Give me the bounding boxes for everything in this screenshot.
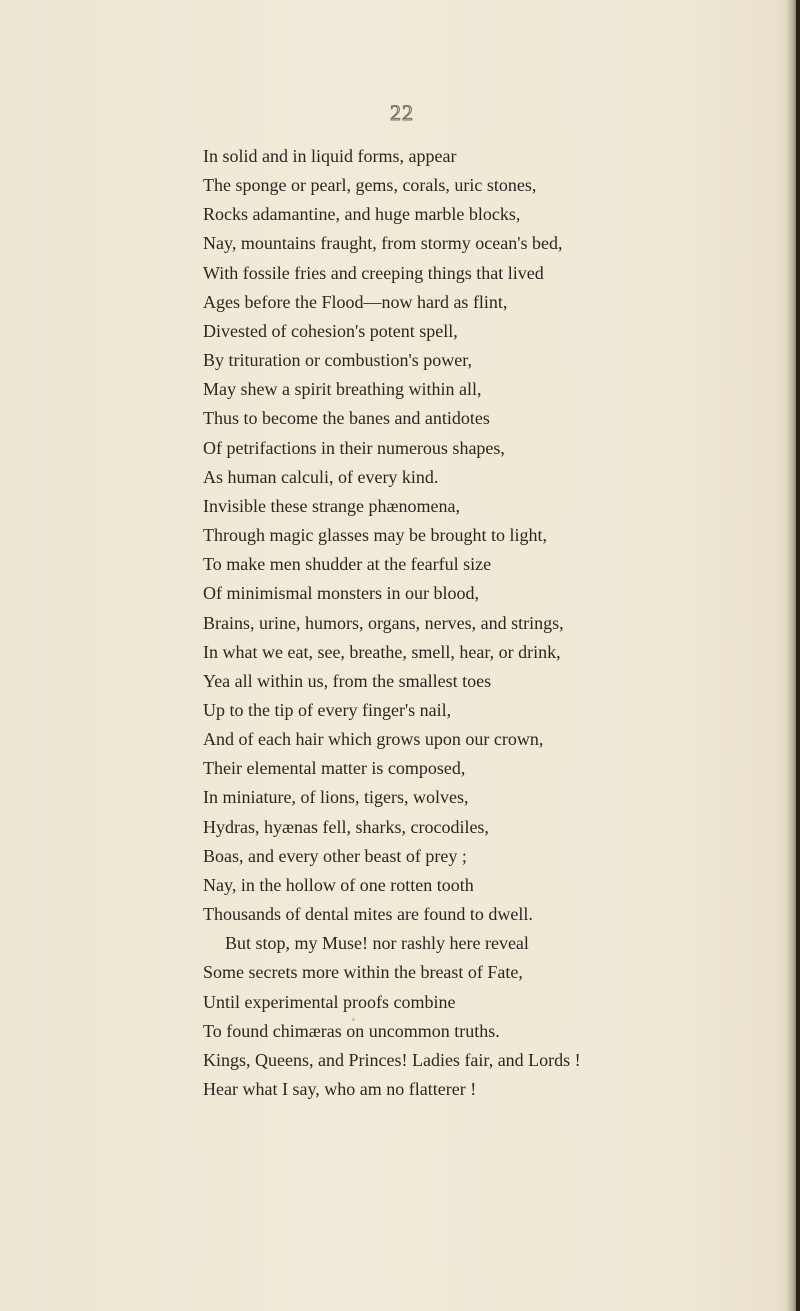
poem-line: Hydras, hyænas fell, sharks, crocodiles, — [203, 816, 489, 837]
poem-line: Hear what I say, who am no flatterer ! — [203, 1079, 477, 1099]
poem-line: Boas, and every other beast of prey ; — [203, 845, 467, 866]
poem-line: Thus to become the banes and antidotes — [203, 408, 490, 429]
poem-line: Up to the tip of every finger's nail, — [203, 699, 452, 720]
poem-text — [203, 142, 793, 1104]
poem-line: To found chimæras on uncommon truths. — [203, 1020, 500, 1041]
poem-line: Of petrifactions in their numerous shapes, — [203, 437, 505, 458]
poem-line: Of minimismal monsters in our blood, — [203, 583, 479, 604]
poem-line: May shew a spirit breathing within all, — [203, 379, 482, 400]
poem-line: As human calculi, of every kind. — [203, 466, 439, 487]
poem-line: Rocks adamantine, and huge marble blocks, — [203, 204, 521, 225]
poem-line: The sponge or pearl, gems, corals, uric stones, — [203, 175, 537, 196]
poem-line: Through magic glasses may be brought to light, — [203, 525, 547, 546]
poem-line: Their elemental matter is composed, — [203, 758, 466, 779]
poem-line: Ages before the Flood—now hard as flint, — [203, 291, 508, 312]
poem-line: Yea all within us, from the smallest toes — [203, 670, 492, 691]
poem-line: In what we eat, see, breathe, smell, hear, or drink, — [203, 641, 561, 662]
poem-line: Nay, in the hollow of one rotten tooth — [203, 874, 474, 895]
poem-line: Brains, urine, humors, organs, nerves, and strings, — [203, 612, 564, 633]
poem-line: And of each hair which grows upon our crown, — [203, 729, 544, 750]
poem-line: To make men shudder at the fearful size — [203, 554, 492, 575]
poem-line: In solid and in liquid forms, appear — [203, 146, 457, 166]
poem-line: Kings, Queens, and Princes! Ladies fair, and Lords ! — [203, 1049, 581, 1070]
poem-line: Some secrets more within the breast of Fate, — [203, 962, 523, 983]
poem-line: Until experimental proofs combine — [203, 991, 456, 1012]
poem-line: Thousands of dental mites are found to dwell. — [203, 904, 533, 925]
poem-line: Nay, mountains fraught, from stormy ocean's bed, — [203, 233, 563, 254]
poem-line: Invisible these strange phænomena, — [203, 495, 460, 516]
poem-line: By trituration or combustion's power, — [203, 350, 472, 371]
poem-line: With fossile fries and creeping things that lived — [203, 262, 544, 283]
page-number: 22 — [390, 100, 414, 125]
poem-line: Divested of cohesion's potent spell, — [203, 320, 458, 341]
page-edge — [796, 0, 800, 1311]
poem-line: In miniature, of lions, tigers, wolves, — [203, 787, 469, 808]
poem-line: But stop, my Muse! nor rashly here reveal — [225, 933, 529, 954]
